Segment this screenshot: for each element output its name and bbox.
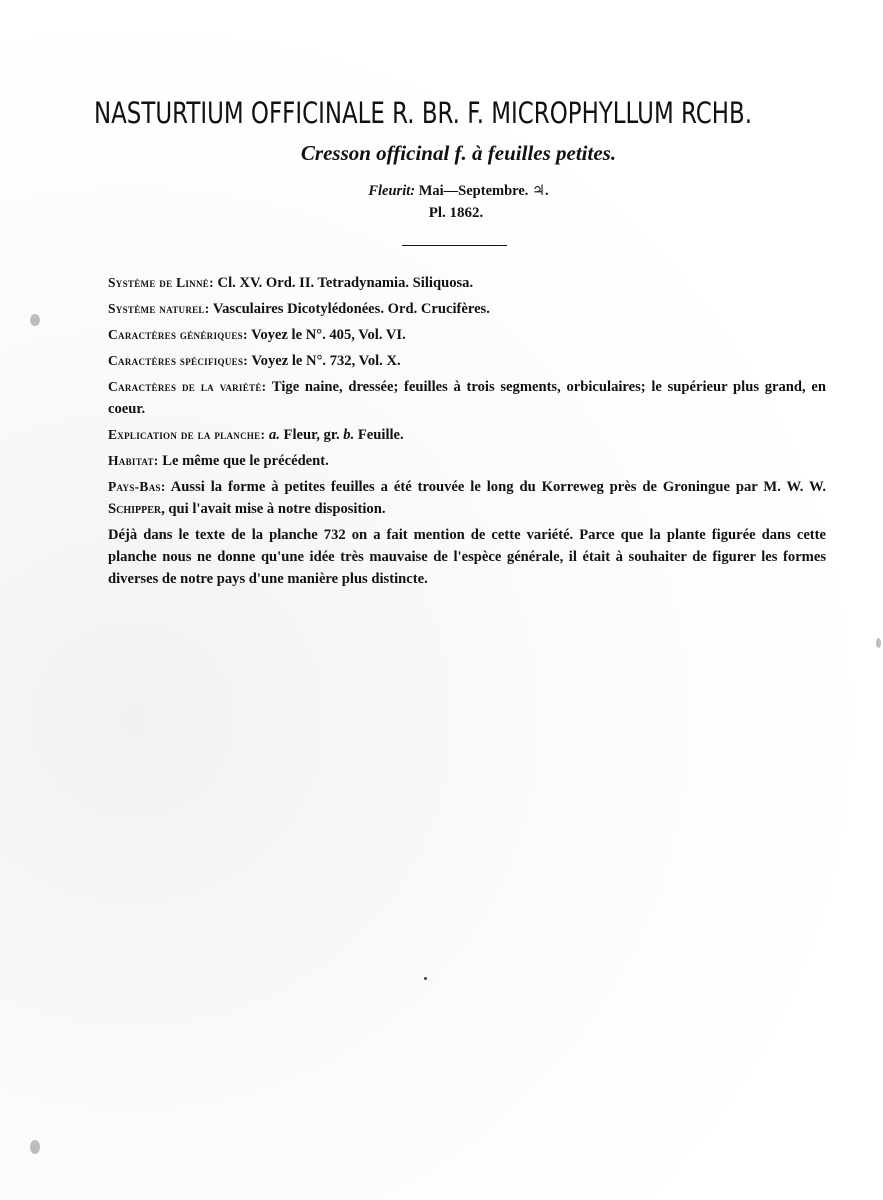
entry-note <box>108 524 826 590</box>
entry-text: Tige naine, dressée; feuilles à trois segments, orbiculaires; le supérieur plus grand, en coeur. <box>108 379 827 417</box>
entry-text: Voyez le N°. 405, Vol. VI. <box>247 327 406 343</box>
entry-text: Vasculaires Dicotylédonées. Ord. Crucifères. <box>209 301 490 317</box>
plate-number: Pl. 1862. <box>428 205 484 221</box>
flowering-period <box>0 182 883 200</box>
entry-label: Caractères spécifiques: <box>108 353 249 368</box>
entry-text: Le même que le précédent. <box>158 453 329 469</box>
entry-text: , qui l'avait mise à notre disposition. <box>161 501 386 517</box>
entry-label: Système naturel: <box>108 301 210 316</box>
figure-a-marker: a. <box>268 427 280 443</box>
scan-speck <box>30 1140 40 1154</box>
entry-label: Système de Linné: <box>108 275 214 290</box>
flowering-label: Fleurit: <box>368 183 416 199</box>
entry-label: Habitat: <box>108 453 159 468</box>
common-name-subtitle: Cresson officinal f. à feuilles petites. <box>300 141 617 165</box>
figure-b-marker: b. <box>343 427 355 443</box>
entry-text: Voyez le N°. 732, Vol. X. <box>248 353 401 369</box>
divider-rule <box>402 245 507 246</box>
entry-label: Explication de la planche: <box>108 427 266 442</box>
entry-text: Aussi la forme à petites feuilles a été trouvée le long du Korreweg près de Groningue par M. W. W. <box>165 479 826 495</box>
collector-name: Schipper <box>108 501 162 517</box>
entry-text: Cl. XV. Ord. II. Tetradynamia. Siliquosa. <box>213 275 474 291</box>
entry-text: Fleur, gr. <box>279 427 344 443</box>
entry-label: Pays-Bas: <box>108 479 166 494</box>
entry-text: Déjà dans le texte de la planche 732 on a fait mention de cette variété. Parce que la plante figurée dans cette planche nous ne donne qu'une idée très mauvaise de l'espèce générale, il était à souhaiter de figurer les formes diverses de notre pays d'une manière plus distincte. <box>108 527 826 587</box>
scan-speck <box>424 977 427 980</box>
entry-linne <box>108 272 826 294</box>
entry-habitat <box>108 450 826 472</box>
page-title: NASTURTIUM OFFICINALE R. BR. F. MICROPHYLLUM RCHB. <box>94 96 752 130</box>
entry-generic-characters <box>108 324 826 346</box>
entry-plate-explanation <box>108 424 826 446</box>
entry-variety-characters <box>108 376 826 420</box>
entry-label: Caractères génériques: <box>108 327 248 342</box>
description-body <box>108 272 826 594</box>
entry-label: Caractères de la variété: <box>108 379 267 394</box>
entry-netherlands <box>108 476 826 520</box>
flowering-value: Mai—Septembre. ♃. <box>418 183 549 199</box>
entry-natural-system <box>108 298 826 320</box>
scan-speck <box>876 638 881 648</box>
entry-specific-characters <box>108 350 826 372</box>
entry-text: Feuille. <box>354 427 404 443</box>
scan-speck <box>30 314 40 326</box>
